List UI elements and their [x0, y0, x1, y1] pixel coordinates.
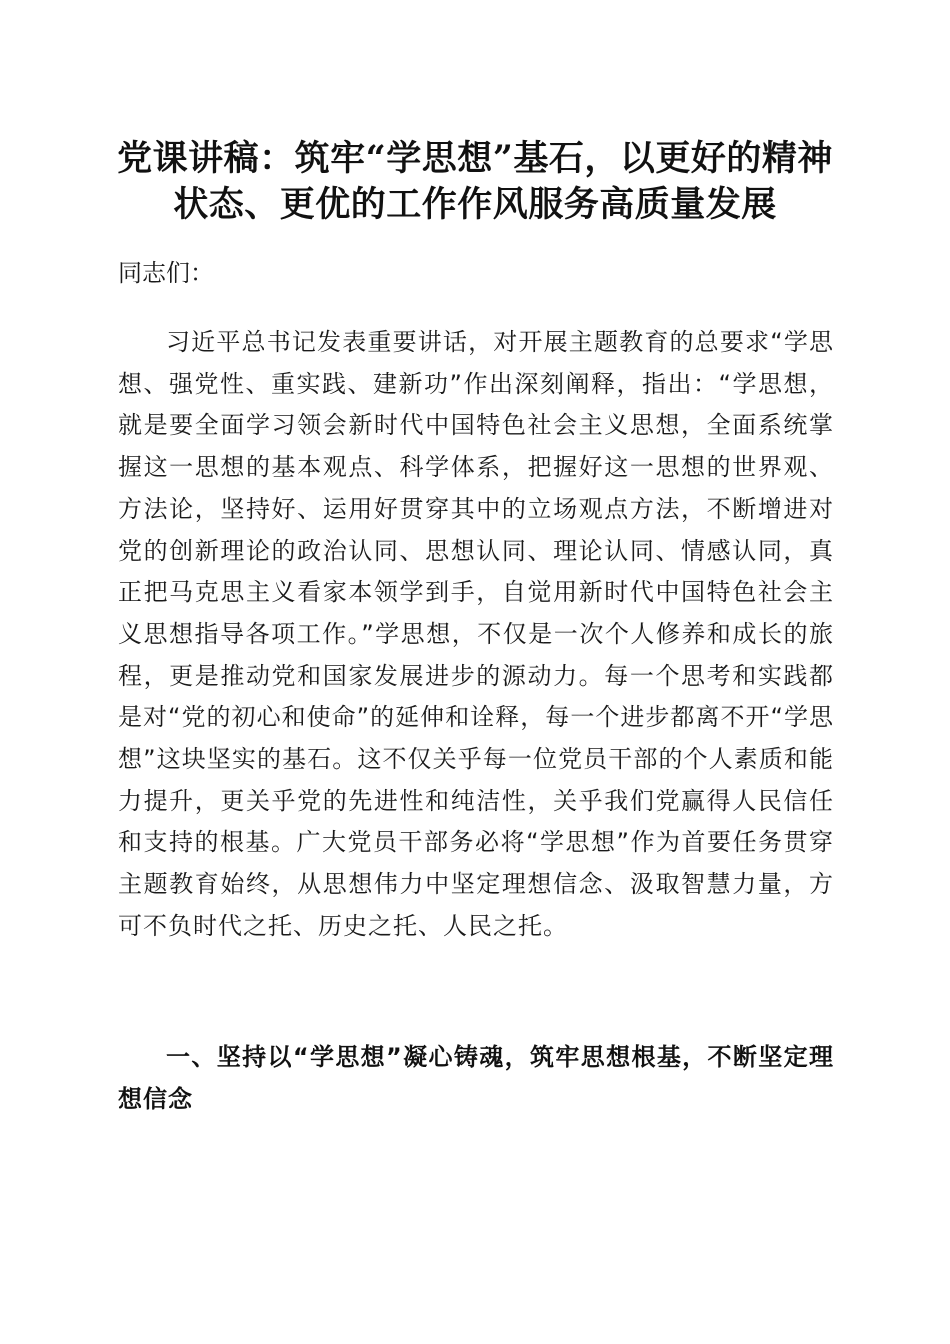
section-heading: 一、坚持以“学思想”凝心铸魂，筑牢思想根基，不断坚定理想信念 — [118, 1043, 834, 1113]
greeting: 同志们： — [118, 259, 214, 287]
document-title: 党课讲稿：筑牢“学思想”基石，以更好的精神状态、更优的工作作风服务高质量发展 — [117, 138, 833, 225]
body-paragraph: 习近平总书记发表重要讲话，对开展主题教育的总要求“学思想、强党性、重实践、建新功”作出深刻阐释，指出：“学思想，就是要全面学习领会新时代中国特色社会主义思想，全面系统掌握这一思想的基本观点、科学体系，把握好这一思想的世界观、方法论，坚持好、运用好贯穿其中的立场观点方法，不断增进对党的创新理论的政治认同、思想认同、理论认同、情感认同，真正把马克思主义看家本领学到手，自觉用新时代中国特色社会主义思想指导各项工作。”学思想，不仅是一次个人修养和成长的旅程，更是推动党和国家发展进步的源动力。每一个思考和实践都是对“党的初心和使命”的延伸和诠释，每一个进步都离不开“学思想”这块坚实的基石。这不仅关乎每一位党员干部的个人素质和能力提升，更关乎党的先进性和纯洁性，关乎我们党赢得人民信任和支持的根基。广大党员干部务必将“学思想”作为首要任务贯穿主题教育始终，从思想伟力中坚定理想信念、汲取智慧力量，方可不负时代之托、历史之托、人民之托。 — [118, 328, 834, 940]
